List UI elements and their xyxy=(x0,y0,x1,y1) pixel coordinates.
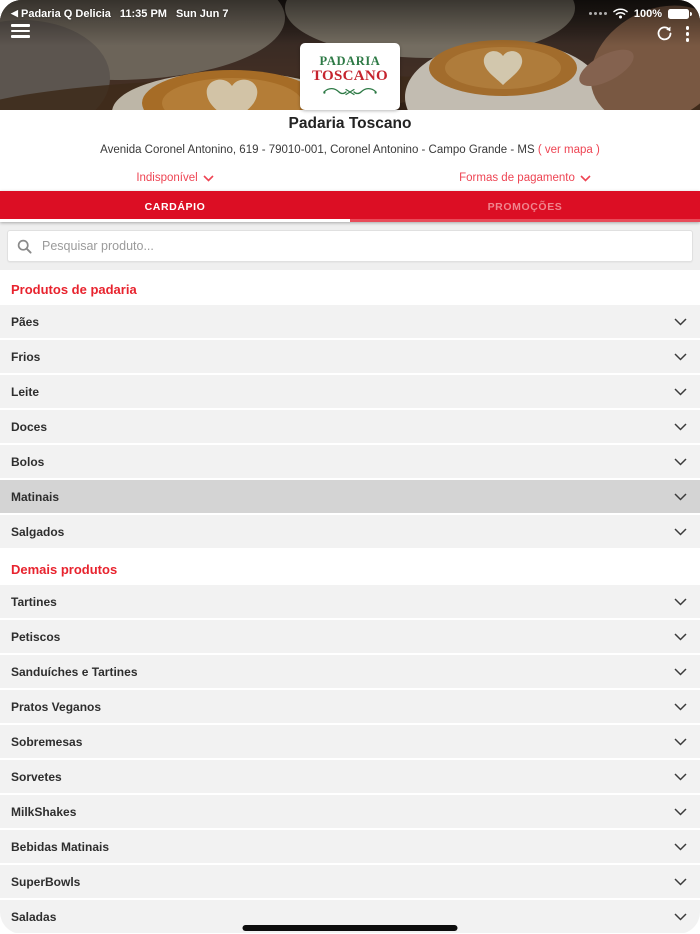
category-label: Leite xyxy=(11,384,40,399)
category-row[interactable] xyxy=(0,620,700,653)
chevron-down-icon xyxy=(674,843,687,851)
chevron-down-icon xyxy=(674,528,687,536)
category-row[interactable] xyxy=(0,725,700,758)
view-map-link[interactable]: ( ver mapa ) xyxy=(537,144,600,156)
status-time: 11:35 PM xyxy=(119,7,167,20)
category-row[interactable] xyxy=(0,305,700,338)
chevron-down-icon xyxy=(674,633,687,641)
chevron-down-icon xyxy=(203,175,214,182)
category-list xyxy=(0,270,700,933)
category-label: Salgados xyxy=(11,524,65,539)
chevron-down-icon xyxy=(674,808,687,816)
category-row[interactable] xyxy=(0,795,700,828)
search-input[interactable] xyxy=(40,238,683,254)
category-row[interactable] xyxy=(0,760,700,793)
chevron-down-icon xyxy=(674,423,687,431)
chevron-down-icon xyxy=(674,388,687,396)
category-label: Frios xyxy=(11,349,41,364)
home-indicator[interactable] xyxy=(243,925,458,931)
refresh-icon[interactable] xyxy=(656,25,673,42)
payment-methods-label: Formas de pagamento xyxy=(459,172,575,184)
store-address xyxy=(0,144,700,156)
category-row[interactable] xyxy=(0,445,700,478)
chevron-down-icon xyxy=(674,703,687,711)
category-label: Pães xyxy=(11,314,40,329)
store-info xyxy=(0,110,700,191)
category-label: Bebidas Matinais xyxy=(11,839,110,854)
category-row[interactable] xyxy=(0,340,700,373)
header-actions xyxy=(656,25,691,43)
category-label: Sanduíches e Tartines xyxy=(11,664,138,679)
cellular-signal-icon xyxy=(589,12,607,15)
tab-bar xyxy=(0,191,700,222)
category-label: Matinais xyxy=(11,489,60,504)
category-row[interactable] xyxy=(0,830,700,863)
category-row[interactable] xyxy=(0,515,700,548)
logo-line2: TOSCANO xyxy=(311,68,388,85)
category-row[interactable] xyxy=(0,865,700,898)
address-text: Avenida Coronel Antonino, 619 - 79010-001, Coronel Antonino - Campo Grande - MS xyxy=(100,144,535,156)
chevron-down-icon xyxy=(674,773,687,781)
menu-icon[interactable] xyxy=(11,24,30,41)
section-title: Demais produtos xyxy=(11,562,118,577)
chevron-down-icon xyxy=(674,493,687,501)
chevron-down-icon xyxy=(674,668,687,676)
chevron-down-icon xyxy=(674,318,687,326)
back-app-label: Padaria Q Delicia xyxy=(20,7,111,20)
more-options-icon[interactable] xyxy=(685,25,691,43)
back-to-app[interactable] xyxy=(11,8,111,20)
category-row[interactable] xyxy=(0,690,700,723)
status-date: Sun Jun 7 xyxy=(175,7,229,20)
category-label: Tartines xyxy=(11,594,57,609)
logo-flourish-icon xyxy=(321,86,379,99)
category-row[interactable] xyxy=(0,375,700,408)
search-bar-container xyxy=(0,222,700,270)
page-title: Padaria Toscano xyxy=(288,115,412,132)
header-photo xyxy=(0,0,700,110)
category-row[interactable] xyxy=(0,410,700,443)
chevron-down-icon xyxy=(674,353,687,361)
tab-cardapio[interactable] xyxy=(0,191,350,222)
tab-label: PROMOÇÕES xyxy=(487,200,563,213)
category-label: Bolos xyxy=(11,454,45,469)
section-title: Produtos de padaria xyxy=(11,282,137,297)
payment-methods-dropdown[interactable] xyxy=(350,165,700,191)
battery-percent: 100% xyxy=(633,7,662,20)
chevron-down-icon xyxy=(580,175,591,182)
category-label: Pratos Veganos xyxy=(11,699,102,714)
availability-label: Indisponível xyxy=(136,172,198,184)
category-row[interactable] xyxy=(0,585,700,618)
chevron-down-icon xyxy=(674,878,687,886)
category-row[interactable] xyxy=(0,655,700,688)
search-icon xyxy=(17,239,32,254)
search-box xyxy=(7,230,693,262)
chevron-down-icon xyxy=(674,913,687,921)
category-row[interactable] xyxy=(0,480,700,513)
chevron-down-icon xyxy=(674,738,687,746)
tab-promocoes[interactable] xyxy=(350,191,700,222)
status-bar xyxy=(0,0,700,24)
wifi-icon xyxy=(613,8,628,19)
logo-line1: PADARIA xyxy=(319,53,381,68)
logo xyxy=(300,43,400,110)
back-triangle-icon: ◀ xyxy=(11,7,18,18)
store-meta-row xyxy=(0,165,700,191)
tab-label: CARDÁPIO xyxy=(144,200,206,213)
category-label: Sobremesas xyxy=(11,734,83,749)
chevron-down-icon xyxy=(674,458,687,466)
chevron-down-icon xyxy=(674,598,687,606)
category-label: Saladas xyxy=(11,909,57,924)
category-label: Doces xyxy=(11,419,48,434)
category-label: Sorvetes xyxy=(11,769,62,784)
category-label: SuperBowls xyxy=(11,874,81,889)
battery-icon xyxy=(668,9,689,19)
availability-dropdown[interactable] xyxy=(0,165,350,191)
category-label: MilkShakes xyxy=(11,804,77,819)
category-label: Petiscos xyxy=(11,629,61,644)
